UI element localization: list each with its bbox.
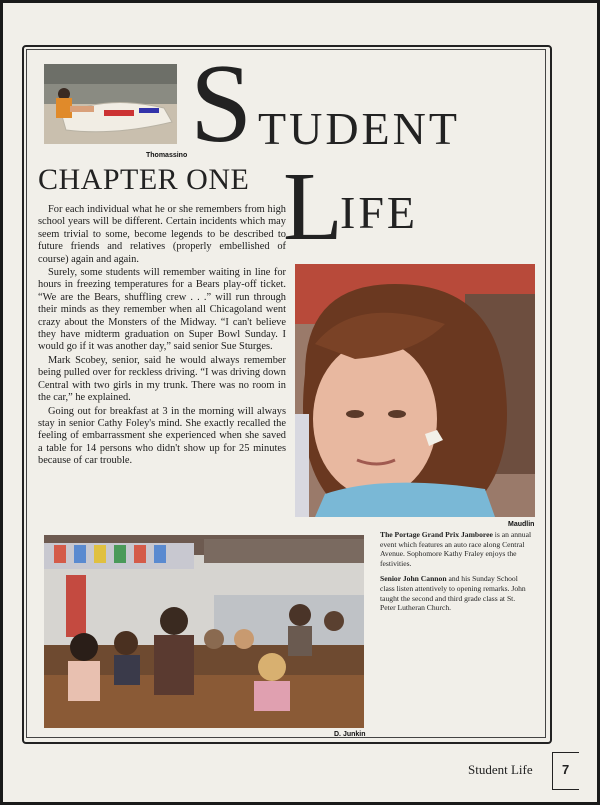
- body-paragraph: Going out for breakfast at 3 in the morning will always stay in senior Cathy Foley's mind. She exactly recalled the feeling of embarrassment she experienced when she saved a table for 14 persons who didn't show up for 25 minutes because of car trouble.: [38, 405, 286, 467]
- boat-photo-credit: Thomassino: [146, 152, 188, 159]
- article-body: [38, 204, 286, 469]
- title-tudent: TUDENT: [258, 103, 460, 154]
- church-photo-image: [44, 535, 364, 728]
- body-paragraph: Mark Scobey, senior, said he would always remember being pulled over for reckless driving. “I was driving down Central with two girls in my trunk. There was no room in the car,” he explained.: [38, 354, 286, 404]
- caption-lead: The Portage Grand Prix Jamboree: [380, 530, 493, 539]
- caption-text: is an annual event which features an auto race along Central Avenue. Sophomore Kathy Fraley enjoys the festivities.: [380, 530, 532, 568]
- caption-sunday-school: [380, 574, 532, 612]
- body-paragraph: For each individual what he or she remembers from high school years will be different. Certain incidents which may seem trivial to some, become legends to be described to future friends and relatives (properly embellished of course) again and again.: [38, 204, 286, 265]
- portrait-photo: [295, 264, 535, 517]
- caption-lead: Senior John Cannon: [380, 574, 447, 584]
- caption-text: and his Sunday School class listen attentively to opening remarks. John taught the second and third grade class at St. Peter Lutheran Church.: [380, 574, 526, 613]
- boat-photo-image: [44, 64, 177, 144]
- title-big-l: L: [283, 153, 343, 261]
- church-photo-credit: D. Junkin: [334, 731, 366, 738]
- chapter-heading: CHAPTER ONE: [38, 163, 250, 196]
- title-big-s: S: [190, 42, 253, 166]
- caption-block: [380, 530, 532, 619]
- boat-photo: [44, 64, 177, 144]
- title-ife: IFE: [340, 187, 418, 238]
- portrait-photo-credit: Maudlin: [508, 521, 535, 528]
- footer-section-label: Student Life: [468, 762, 533, 777]
- portrait-photo-image: [295, 264, 535, 517]
- caption-grand-prix: [380, 530, 532, 568]
- page-number: 7: [562, 762, 570, 777]
- body-paragraph: Surely, some students will remember waiting in line for hours in freezing temperatures for a Bears play-off ticket. “We are the Bears, shuffling crew . . .” will run through their minds as they remember when all Chicagoland went crazy about the Monsters of the Midway. “I can't believe they have midterm graduation on Super Bowl Sunday. I would go if it was another day,” said senior Sue Sturges.: [38, 267, 286, 353]
- church-photo: [44, 535, 364, 728]
